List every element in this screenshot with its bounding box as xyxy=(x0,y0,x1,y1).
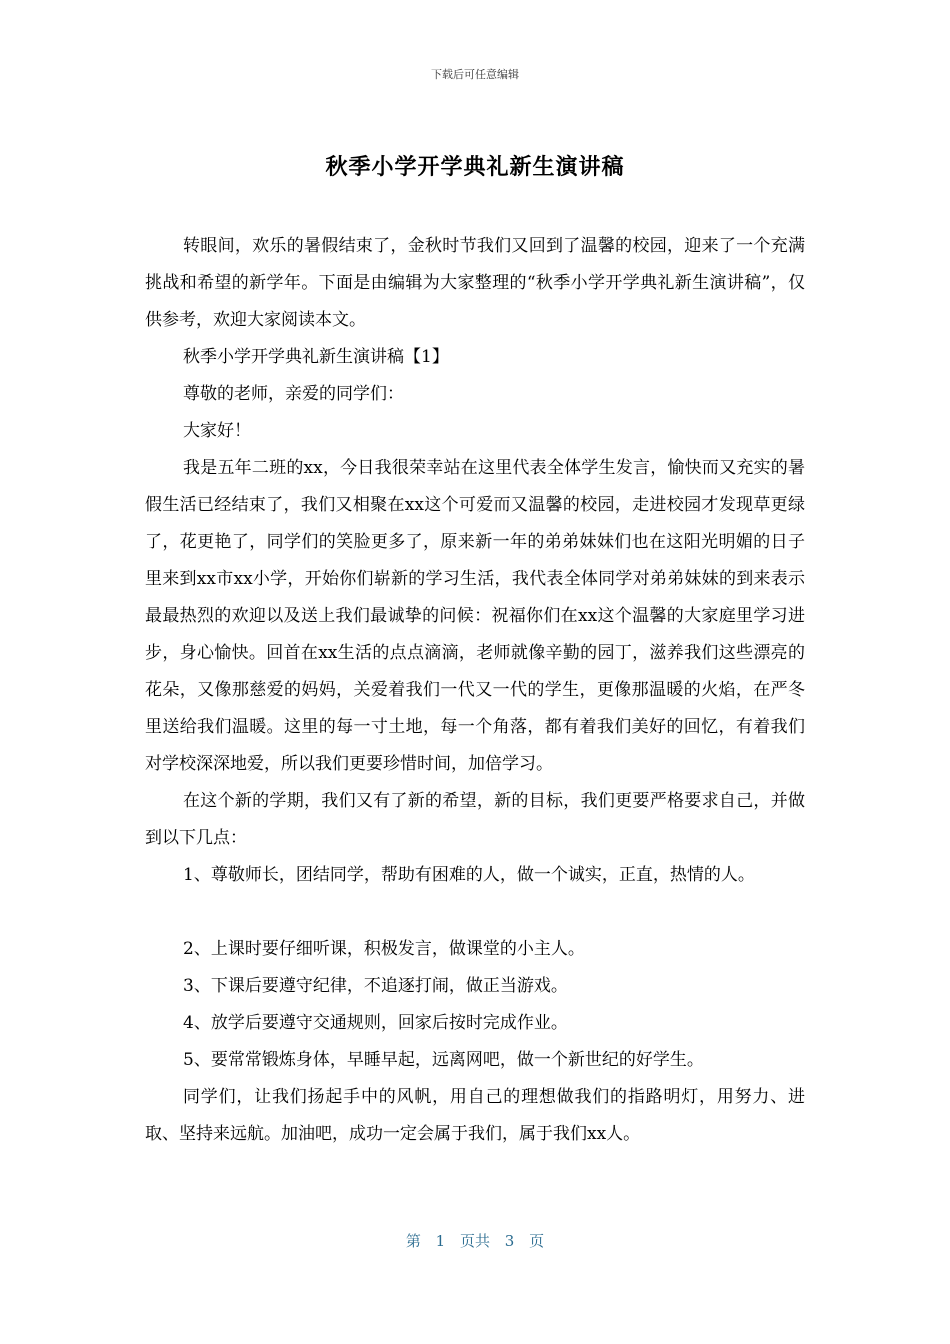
closing-paragraph: 同学们，让我们扬起手中的风帆，用自己的理想做我们的指路明灯，用努力、进取、坚持来远航。加油吧，成功一定会属于我们，属于我们xx人。 xyxy=(145,1087,805,1144)
salutation: 尊敬的老师，亲爱的同学们： xyxy=(183,384,404,404)
document-body xyxy=(145,228,805,1153)
body-paragraph: 在这个新的学期，我们又有了新的希望，新的目标，我们更要严格要求自己，并做到以下几点： xyxy=(145,791,805,848)
list-item: 3、下课后要遵守纪律，不追逐打闹，做正当游戏。 xyxy=(183,976,568,996)
intro-paragraph: 转眼间，欢乐的暑假结束了，金秋时节我们又回到了温馨的校园，迎来了一个充满挑战和希望的新学年。下面是由编辑为大家整理的“秋季小学开学典礼新生演讲稿”，仅供参考，欢迎大家阅读本文。 xyxy=(145,236,805,330)
greeting: 大家好！ xyxy=(183,421,251,441)
list-item: 4、放学后要遵守交通规则，回家后按时完成作业。 xyxy=(183,1013,568,1033)
speech-heading: 秋季小学开学典礼新生演讲稿【1】 xyxy=(183,347,449,367)
list-item: 1、尊敬师长，团结同学，帮助有困难的人，做一个诚实，正直，热情的人。 xyxy=(183,865,755,885)
page-number: 第 1 页共 3 页 xyxy=(405,1232,545,1250)
list-item: 2、上课时要仔细听课，积极发言，做课堂的小主人。 xyxy=(183,939,585,959)
body-paragraph: 我是五年二班的xx，今日我很荣幸站在这里代表全体学生发言，愉快而又充实的暑假生活已经结束了，我们又相聚在xx这个可爱而又温馨的校园，走进校园才发现草更绿了，花更艳了，同学们的笑脸更多了，原来新一年的弟弟妹妹们也在这阳光明媚的日子里来到xx市xx小学，开始你们崭新的学习生活，我代表全体同学对弟弟妹妹的到来表示最最热烈的欢迎以及送上我们最诚挚的问候：祝福你们在xx这个温馨的大家庭里学习进步，身心愉快。回首在xx生活的点点滴滴，老师就像辛勤的园丁，滋养我们这些漂亮的花朵，又像那慈爱的妈妈，关爱着我们一代又一代的学生，更像那温暖的火焰，在严冬里送给我们温暖。这里的每一寸土地，每一个角落，都有着我们美好的回忆，有着我们对学校深深地爱，所以我们更要珍惜时间，加倍学习。 xyxy=(145,458,805,774)
list-item: 5、要常常锻炼身体，早睡早起，远离网吧，做一个新世纪的好学生。 xyxy=(183,1050,704,1070)
document-title: 秋季小学开学典礼新生演讲稿 xyxy=(325,155,625,180)
page-header-note: 下载后可任意编辑 xyxy=(431,68,519,81)
